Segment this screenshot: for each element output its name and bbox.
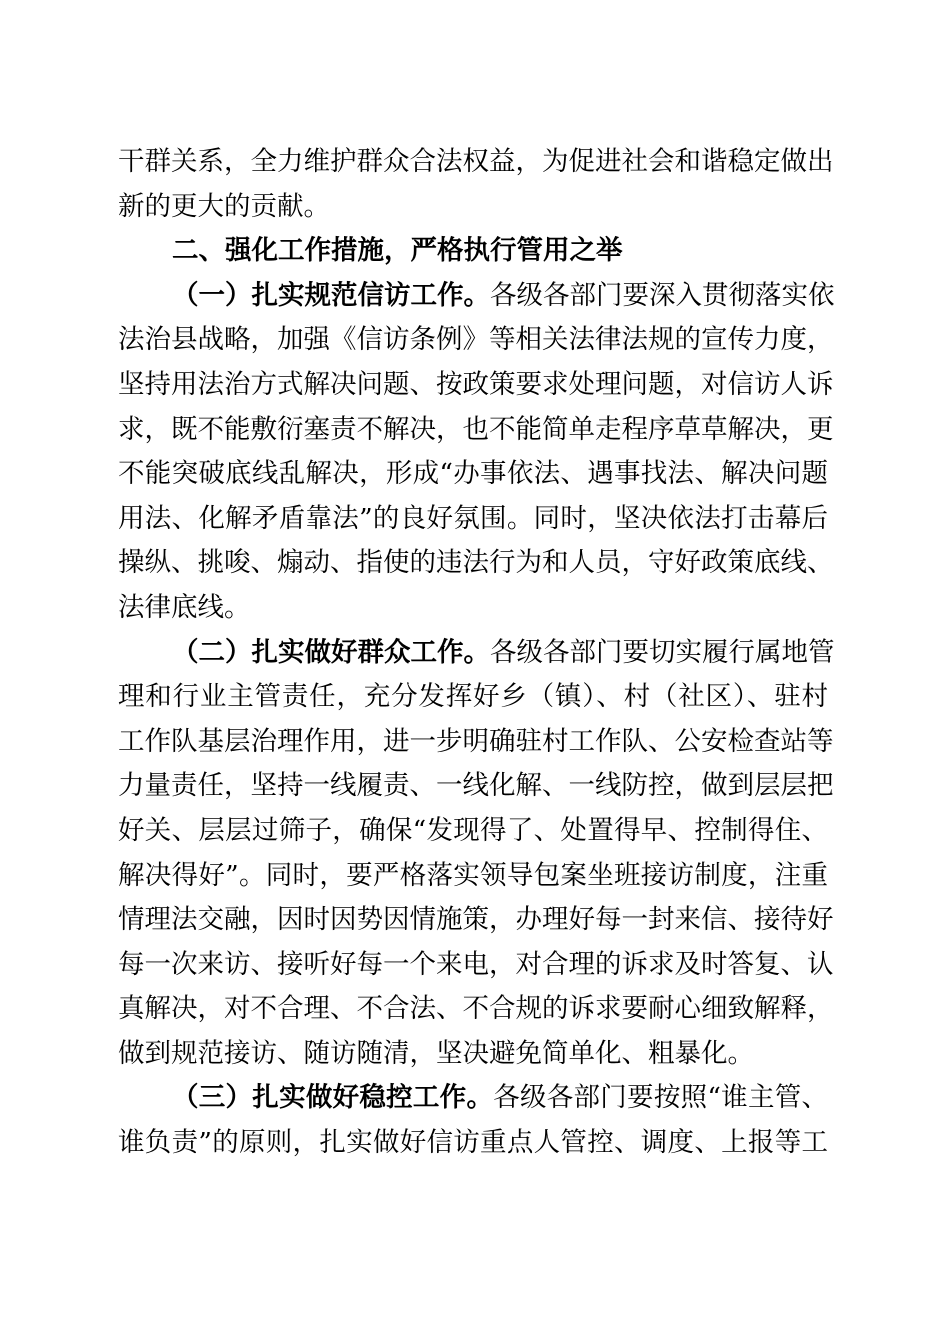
paragraph-line: 解决得好”。同时，要严格落实领导包案坐班接访制度，注重 [118,859,828,891]
intro-line: 新的更大的贡献。 [118,190,330,222]
intro-line: 干群关系，全力维护群众合法权益，为促进社会和谐稳定做出 [118,146,834,177]
paragraph-line: 法律底线。 [118,591,251,623]
paragraph-line: 情理法交融，因时因势因情施策，办理好每一封来信、接待好 [118,904,834,936]
paragraph-line: 求，既不能敷衍塞责不解决，也不能简单走程序草草解决，更 [118,413,834,445]
paragraph-line: 法治县战略，加强《信访条例》等相关法律法规的宣传力度， [118,324,834,356]
paragraph-text: 各级各部门要切实履行属地管 [490,636,835,668]
paragraph-lead: （三）扎实做好稳控工作。 [172,1082,494,1114]
paragraph-line: 力量责任，坚持一线履责、一线化解、一线防控，做到层层把 [118,770,834,802]
paragraph-line: 操纵、挑唆、煽动、指使的违法行为和人员，守好政策底线、 [118,547,834,579]
section-heading: 二、强化工作措施，严格执行管用之举 [172,235,623,267]
paragraph-line: 真解决，对不合理、不合法、不合规的诉求要耐心细致解释， [118,993,834,1025]
document-body [118,140,835,1166]
paragraph-first-line [118,1076,828,1121]
paragraph-lead: （一）扎实规范信访工作。 [172,279,490,311]
paragraph-line: 坚持用法治方式解决问题、按政策要求处理问题，对信访人诉 [118,368,834,400]
paragraph-line: 谁负责”的原则，扎实做好信访重点人管控、调度、上报等工 [118,1127,828,1159]
paragraph-line: 工作队基层治理作用，进一步明确驻村工作队、公安检查站等 [118,725,834,757]
paragraph-lead: （二）扎实做好群众工作。 [172,636,490,668]
paragraph-text: 各级各部门要按照“谁主管、 [493,1082,828,1114]
paragraph-first-line [118,274,835,319]
paragraph-line: 不能突破底线乱解决，形成“办事依法、遇事找法、解决问题 [118,458,828,490]
paragraph-line: 用法、化解矛盾靠法”的良好氛围。同时，坚决依法打击幕后 [118,502,828,534]
paragraph-line: 理和行业主管责任，充分发挥好乡（镇）、村（社区）、驻村 [118,681,828,713]
paragraph-line: 每一次来访、接听好每一个来电，对合理的诉求及时答复、认 [118,948,834,980]
paragraph-line: 做到规范接访、随访随清，坚决避免简单化、粗暴化。 [118,1037,754,1069]
paragraph-line: 好关、层层过筛子，确保“发现得了、处置得早、控制得住、 [118,814,828,846]
paragraph-text: 各级各部门要深入贯彻落实依 [490,279,835,311]
paragraph-first-line [118,631,835,676]
